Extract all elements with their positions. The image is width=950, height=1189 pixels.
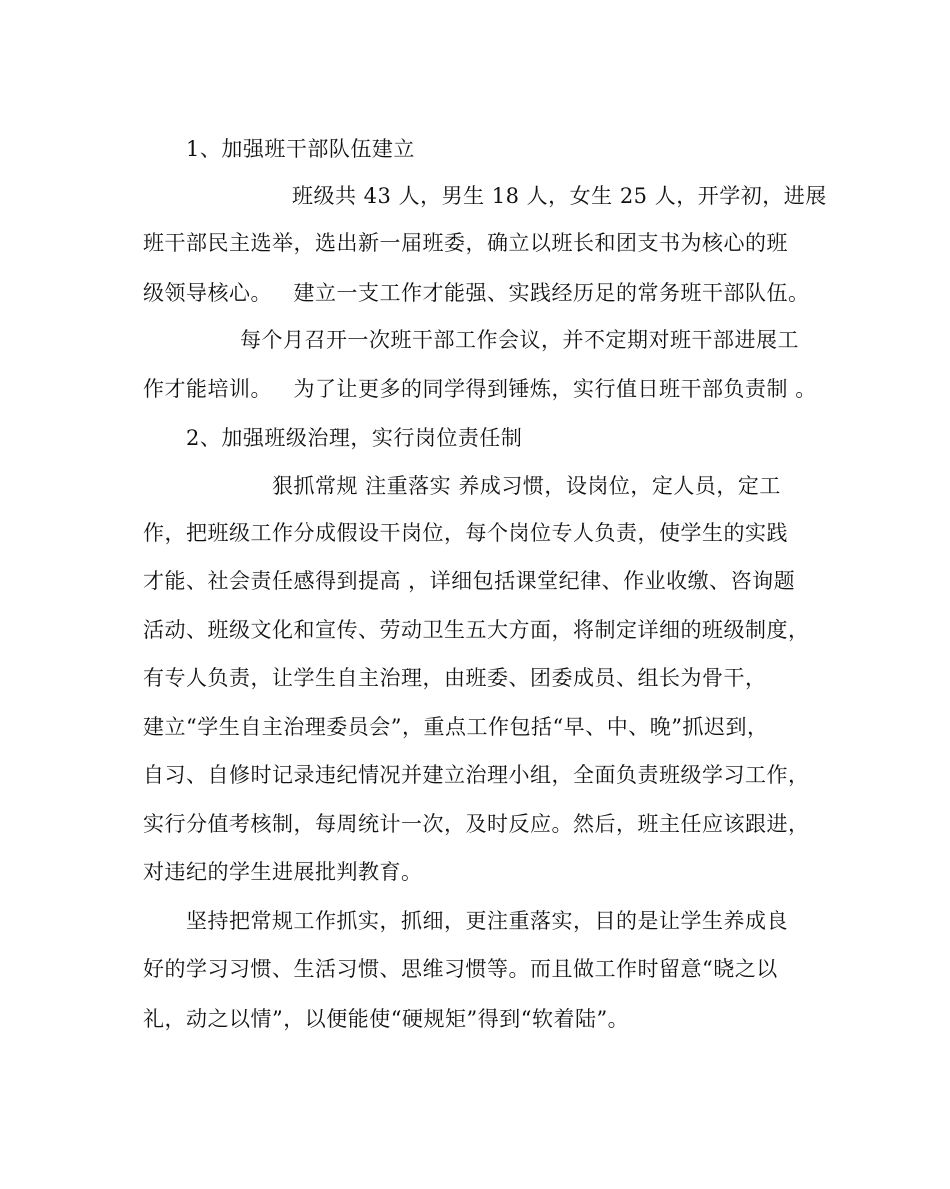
paragraph-line: 建立“学生自主治理委员会”，重点工作包括“早、中、晚”抓迟到， [143,715,769,739]
paragraph-line: 级领导核心。 建立一支工作才能强、实践经历足的常务班干部队伍。 [143,281,810,305]
paragraph-line: 实行分值考核制，每周统计一次，及时反应。然后，班主任应该跟进， [143,812,810,836]
paragraph-line: 班级共 43 人，男生 18 人，女生 25 人，开学初，进展 [292,184,827,208]
paragraph-line: 坚持把常规工作抓实，抓细，更注重落实，目的是让学生养成良 [186,909,788,933]
paragraph-line: 狠抓常规 注重落实 养成习惯，设岗位，定人员，定工 [272,474,781,498]
heading-2: 2、加强班级治理，实行岗位责任制 [186,426,523,450]
paragraph-line: 有专人负责，让学生自主治理，由班委、团委成员、组长为骨干， [143,666,767,690]
paragraph-line: 自习、自修时记录违纪情况并建立治理小组，全面负责班级学习工作， [143,763,810,787]
paragraph-line: 作才能培训。 为了让更多的同学得到锤炼，实行值日班干部负责制 。 [143,377,817,401]
paragraph-line: 每个月召开一次班干部工作会议，并不定期对班干部进展工 [240,328,799,352]
paragraph-line: 活动、班级文化和宣传、劳动卫生五大方面，将制定详细的班级制度， [143,618,810,642]
paragraph-line: 好的学习习惯、生活习惯、思维习惯等。而且做工作时留意“晓之以 [143,957,778,981]
heading-1: 1、加强班干部队伍建立 [186,137,415,161]
paragraph-line: 对违纪的学生进展批判教育。 [143,860,423,884]
paragraph-line: 班干部民主选举，选出新一届班委，确立以班长和团支书为核心的班 [143,231,788,255]
paragraph-line: 礼，动之以情”，以便能使“硬规矩”得到“软着陆”。 [143,1007,630,1031]
paragraph-line: 作，把班级工作分成假设干岗位，每个岗位专人负责，使学生的实践 [143,521,788,545]
paragraph-line: 才能、社会责任感得到提高 ，详细包括课堂纪律、作业收缴、咨询题 [143,569,796,593]
